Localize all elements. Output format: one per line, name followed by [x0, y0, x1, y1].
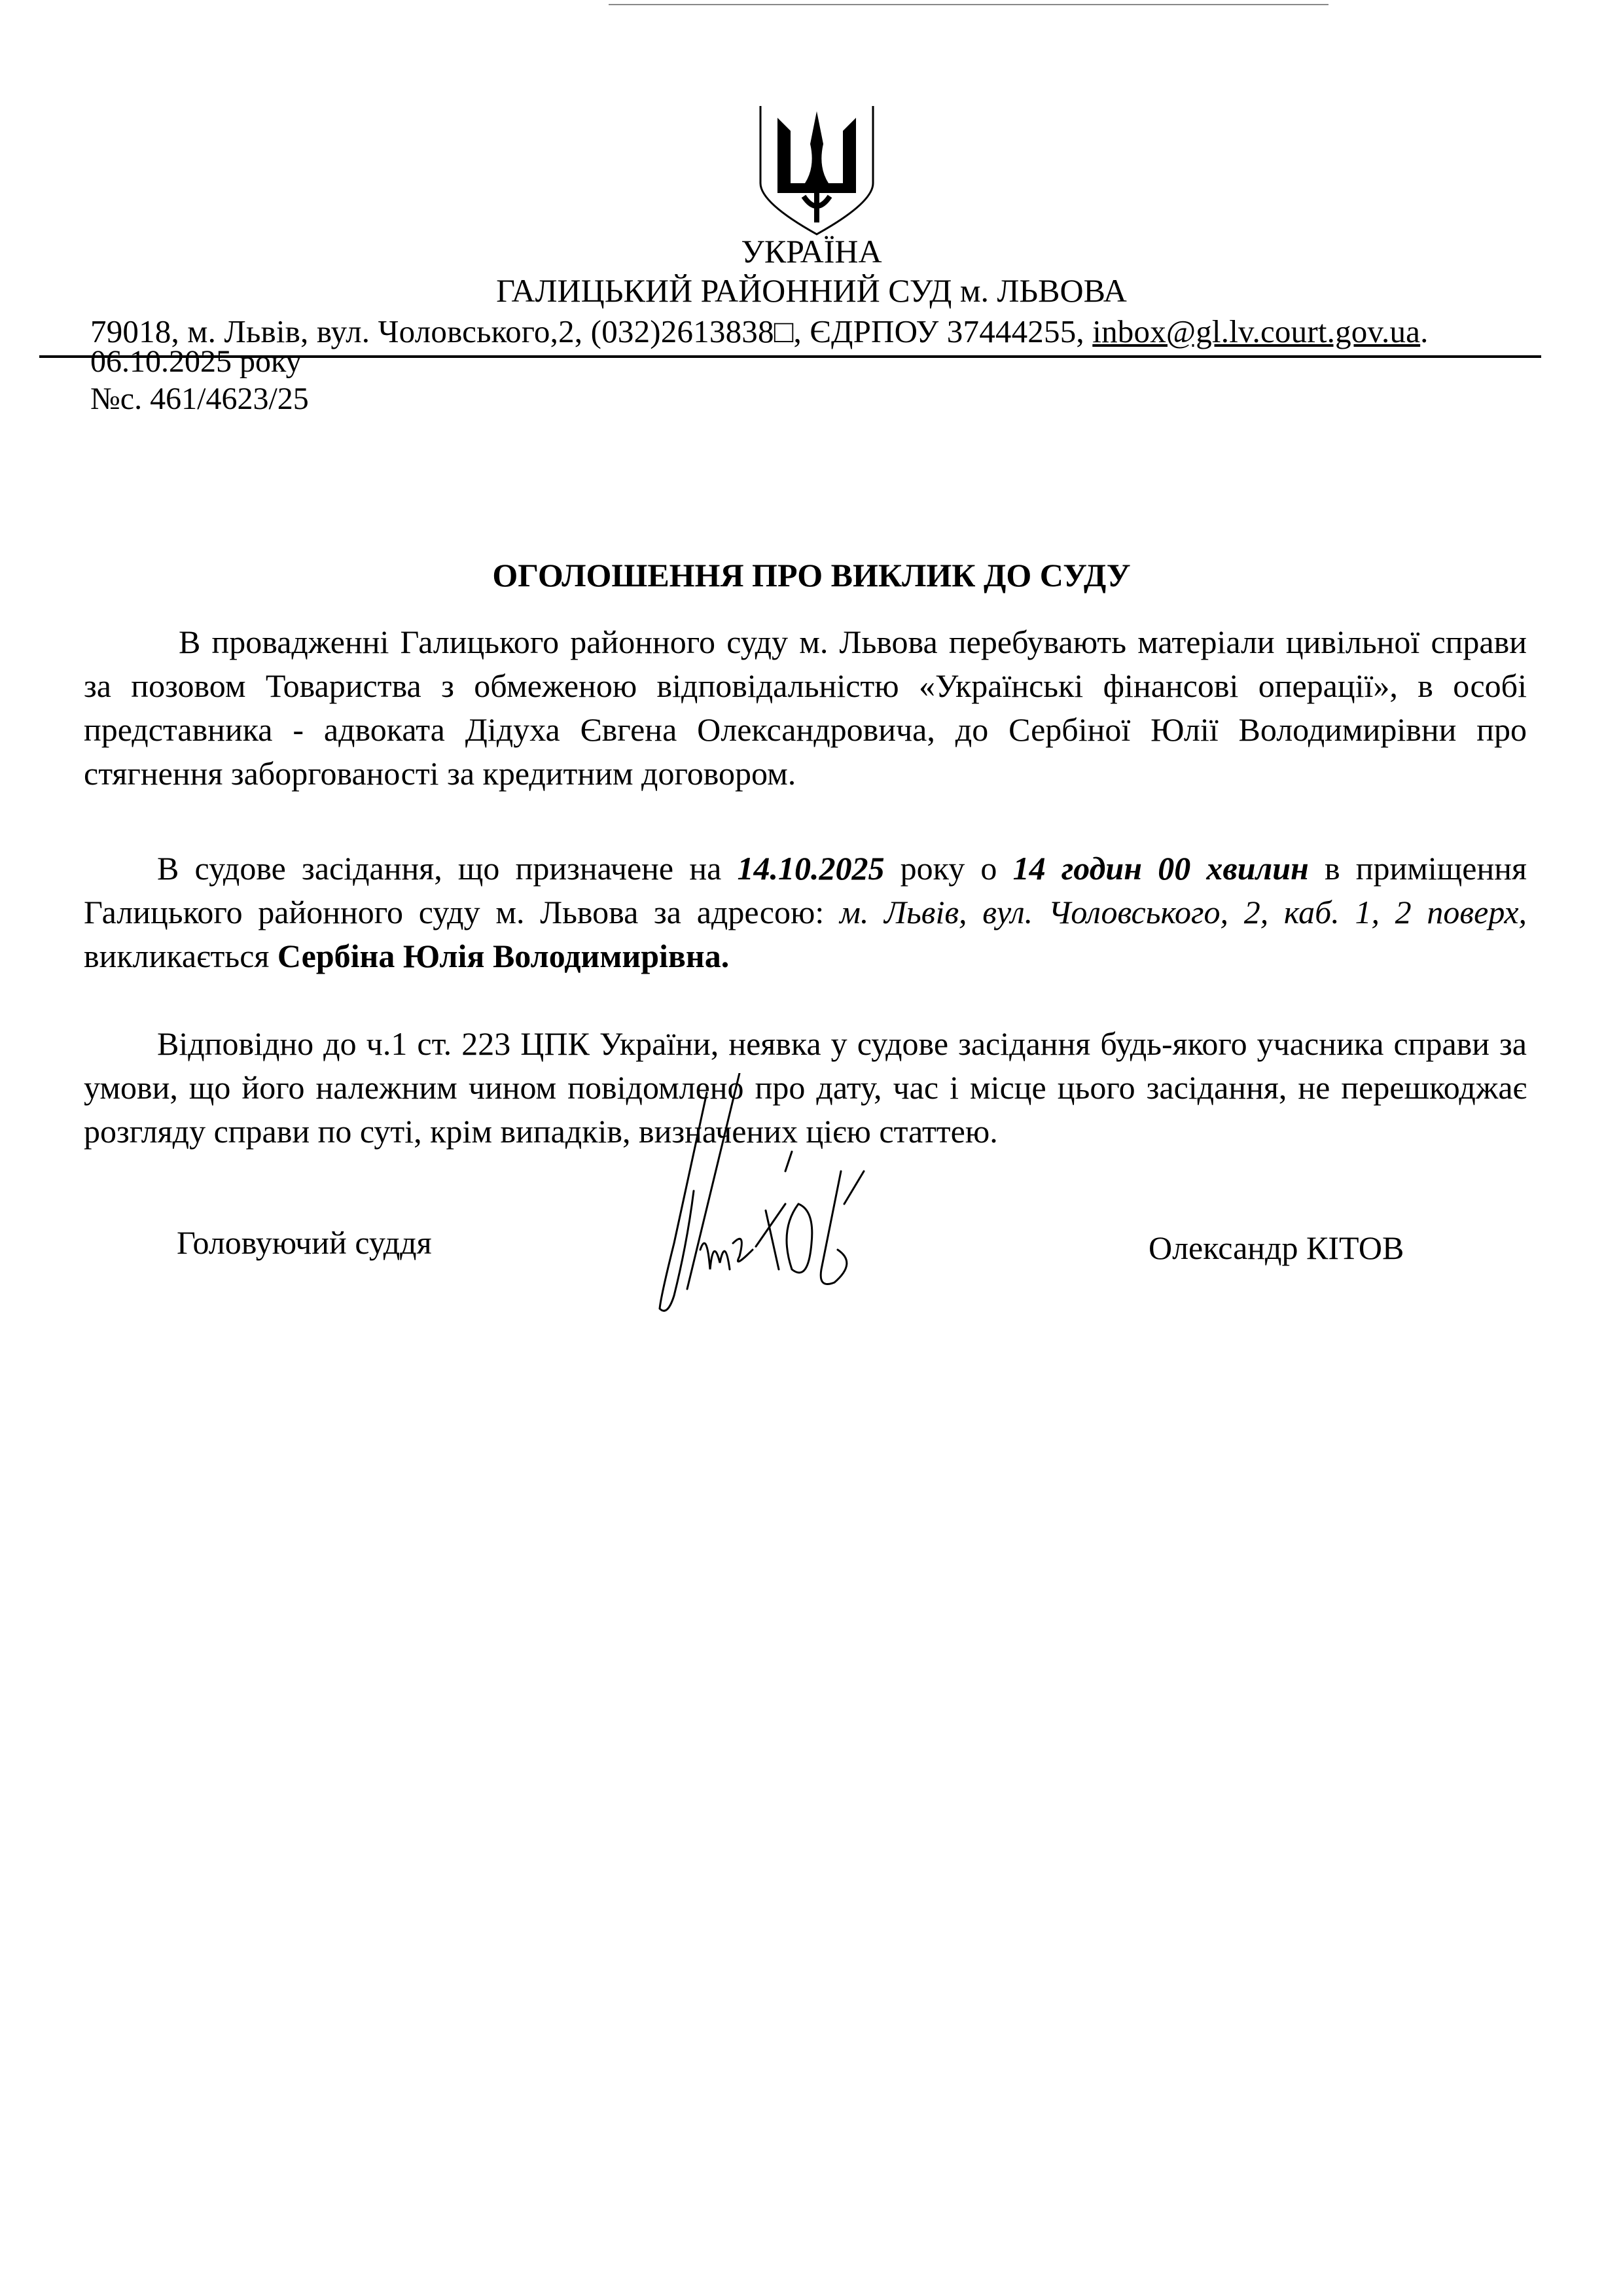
summoned-person: Сербіна Юлія Володимирівна. [277, 938, 730, 974]
address-text: 79018, м. Львів, вул. Чоловського,2, (032)2613838□, ЄДРПОУ 37444255, [90, 313, 1093, 349]
paragraph-text: В провадженні Галицького районного суду м. Львова перебувають матеріали цивільної справи за позовом Товариства з обмеженою відповідальністю «Українські фінансові операції», в особі представника - адвоката Дідуха Євгена Олександровича, до Сербіної Юлії Володимирівни про стягнення заборгованості за кредитним договором. [84, 624, 1527, 792]
document-date: 06.10.2025 року [90, 344, 302, 379]
email-suffix: . [1420, 313, 1429, 349]
paragraph-text: Відповідно до ч.1 ст. 223 ЦПК України, неявка у судове засідання будь-якого учасника справи за умови, що його належним чином повідомлено про дату, час і місце цього засідання, не перешкоджає розгляду справи по суті, крім випадків, визначених цією статтею. [84, 1025, 1527, 1150]
text: В судове засідання, що призначене на [157, 850, 738, 887]
signatory-role: Головуючий суддя [177, 1224, 432, 1261]
hearing-date: 14.10.2025 [737, 850, 885, 887]
email-link[interactable]: inbox@gl.lv.court.gov.ua [1092, 313, 1421, 349]
page-title: ОГОЛОШЕННЯ ПРО ВИКЛИК ДО СУДУ [492, 557, 1131, 593]
signatory-name: Олександр КІТОВ [1149, 1229, 1404, 1266]
text: в приміщення Галицького районного суду м. Львова за адресою: [84, 850, 1527, 930]
hearing-time: 14 годин 00 хвилин [1012, 850, 1309, 887]
text: року о [884, 850, 1013, 887]
country-name: УКРАЇНА [741, 233, 882, 270]
text: викликається [84, 938, 277, 974]
case-number: №с. 461/4623/25 [90, 381, 309, 416]
scan-edge-line [609, 4, 1329, 5]
paragraph-hearing [84, 847, 1527, 978]
paragraph-proceedings [84, 620, 1527, 796]
trident-emblem-icon [758, 105, 876, 236]
handwritten-signature [648, 1073, 962, 1315]
court-name: ГАЛИЦЬКИЙ РАЙОННИЙ СУД м. ЛЬВОВА [496, 272, 1127, 309]
hearing-address: м. Львів, вул. Чоловського, 2, каб. 1, 2 поверх, [839, 894, 1527, 930]
